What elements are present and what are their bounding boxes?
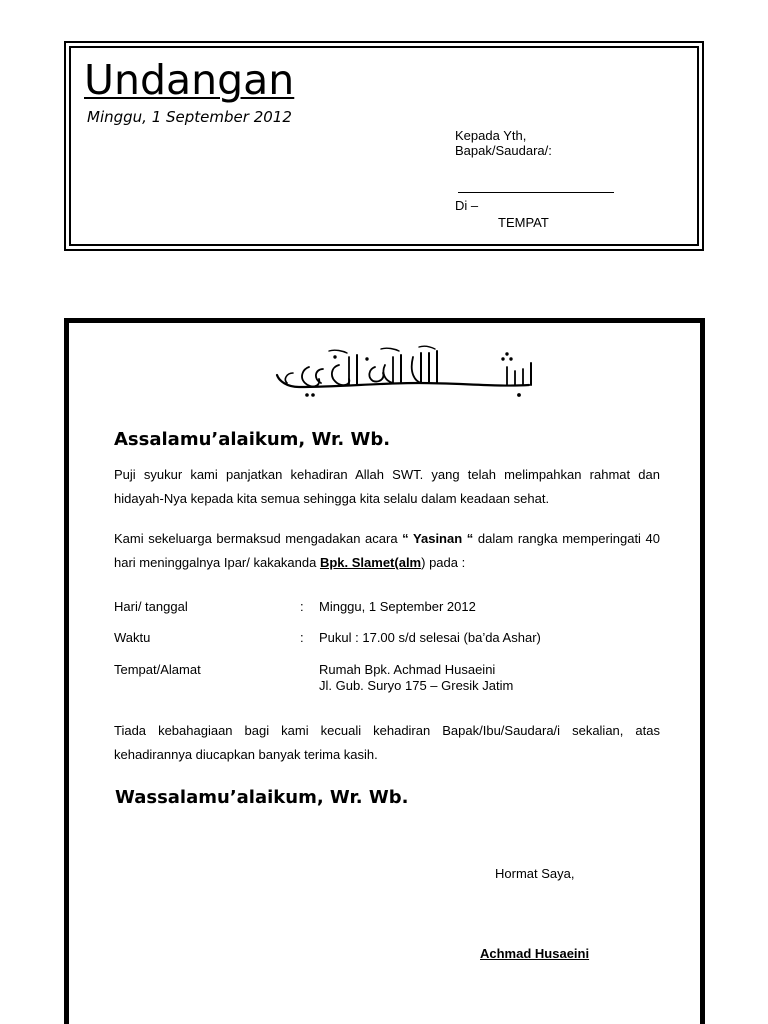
envelope-date: Minggu, 1 September 2012: [87, 108, 292, 126]
intro-paragraph: Puji syukur kami panjatkan kehadiran Allah SWT. yang telah melimpahkan rahmat dan hidayah-Nya kepada kita semua sehingga kita selalu dalam keadaan sehat.: [114, 467, 660, 506]
place-address: Jl. Gub. Suryo 175 – Gresik Jatim: [319, 678, 514, 693]
recipient-location-prefix: Di –: [455, 198, 479, 213]
envelope-card: [64, 41, 704, 251]
basmalah-calligraphy: [269, 343, 539, 403]
closing-paragraph: Tiada kebahagiaan bagi kami kecuali kehadiran Bapak/Ibu/Saudara/i sekalian, atas kehadirannya diucapkan banyak terima kasih.: [114, 723, 660, 762]
detail-label-date: Hari/ tanggal: [114, 599, 188, 614]
regards-text: Hormat Saya,: [495, 866, 575, 881]
purpose-text-2: dalam rangka memperingati 40 hari meninggalnya Ipar/ kakakanda: [114, 531, 660, 570]
purpose-text-3: ) pada :: [421, 555, 466, 570]
recipient-name-line: [458, 192, 614, 193]
detail-value-place: [319, 662, 513, 694]
detail-label-place: Tempat/Alamat: [114, 662, 201, 677]
event-name: “ Yasinan “: [402, 531, 474, 546]
opening-greeting: Assalamu’alaikum, Wr. Wb.: [114, 429, 391, 450]
recipient-greeting: Kepada Yth,: [455, 128, 527, 143]
detail-value-time: Pukul : 17.00 s/d selesai (ba’da Ashar): [319, 630, 541, 645]
place-name: Rumah Bpk. Achmad Husaeini: [319, 662, 496, 677]
invitation-letter: [64, 318, 705, 1024]
purpose-paragraph: [114, 527, 660, 575]
signer-name: Achmad Husaeini: [480, 946, 590, 961]
detail-colon-time: :: [300, 630, 304, 645]
envelope-title: Undangan: [84, 56, 295, 104]
detail-colon-date: :: [300, 599, 304, 614]
envelope-inner-border: [69, 46, 699, 246]
purpose-text-1: Kami sekeluarga bermaksud mengadakan acara: [114, 531, 403, 546]
closing-greeting: Wassalamu’alaikum, Wr. Wb.: [115, 787, 409, 808]
recipient-location: TEMPAT: [498, 215, 549, 230]
recipient-block: [455, 128, 552, 158]
detail-label-time: Waktu: [114, 630, 151, 645]
detail-value-date: Minggu, 1 September 2012: [319, 599, 476, 614]
recipient-title: Bapak/Saudara/:: [455, 143, 552, 158]
deceased-name: Bpk. Slamet(alm: [319, 555, 422, 570]
